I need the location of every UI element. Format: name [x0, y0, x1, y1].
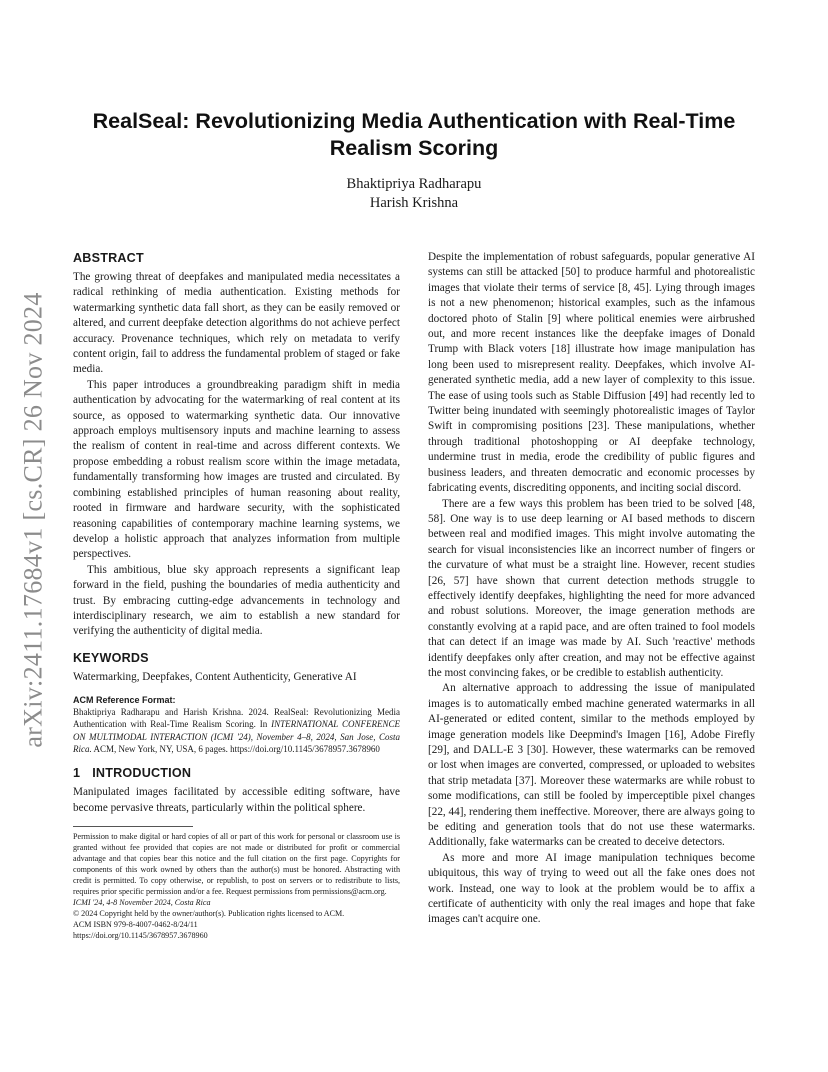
footnote-divider: [73, 826, 193, 827]
acm-reference-text: [73, 706, 400, 755]
arxiv-identifier-stamp: [6, 280, 62, 760]
introduction-paragraph: An alternative approach to addressing the issue of manipulated images is to automatically embed machine generated watermarks in all AI-generated or edited content, similar to the methods employed by image generation models like Deepmind's Imagen [16], Adobe Firefly [29], and DALL-E 3 [30]. However, these watermarks can be removed or lost when images are converted, compressed, or uploaded to websites that strip metadata [37]. Moreover these watermarks are while robust to some modifications, can still be fooled by imperceptible pixel changes [22, 44], rendering them ineffective. Moreover, there are always going to be editing and generation tools that do not use these watermarks. Additionally, fake watermarks can be created to deceive detectors.: [428, 682, 755, 849]
abstract-paragraph: This ambitious, blue sky approach represents a significant leap forward in the field, pushing the boundaries of media authenticity and trust. By embracing cutting-edge advancements in technology and interdisciplinary research, we aim to establish a new standard for verifying the authenticity of digital media.: [73, 563, 400, 638]
copyright-notice: © 2024 Copyright held by the owner/author(s). Publication rights licensed to ACM.: [73, 909, 345, 919]
abstract-paragraph: This paper introduces a groundbreaking paradigm shift in media authentication by advocating for the watermarking of real content at its source, as opposed to watermarking synthetic data. Our innovative approach employs multisensory inputs and machine learning to assess the realism of content in real-time and across different contexts. We propose embedding a robust realism score within the image metadata, fundamentally transforming how images are trusted and circulated. By combining established principles of human reasoning about reality, rooted in firmware and hardware security, with the sophisticated reasoning capabilities of contemporary machine learning systems, we develop a holistic approach that analyzes information from multiple perspectives.: [73, 378, 400, 561]
author-name: Bhaktipriya Radharapu: [346, 176, 482, 192]
section-title: INTRODUCTION: [92, 766, 192, 781]
acm-reference-venue: INTERNATIONAL CONFERENCE ON MULTIMODAL INTERACTION (ICMI '24), November 4–8, 2024, San Jose, Costa Rica.: [73, 719, 400, 755]
right-column: [428, 250, 755, 928]
introduction-paragraph: As more and more AI image manipulation techniques become ubiquitous, this way of trying to weed out all the fake ones does not work. Instead, one way to look at the problem would be to affix a certificate of authenticity with only the real images and hope that fake images can't acquire one.: [428, 851, 755, 926]
acm-reference-publisher: ACM, New York, NY, USA, 6 pages. https://doi.org/10.1145/3678957.3678960: [91, 744, 380, 755]
keywords-text: Watermarking, Deepfakes, Content Authenticity, Generative AI: [73, 670, 357, 683]
conference-info: ICMI '24, 4-8 November 2024, Costa Rica: [73, 898, 211, 908]
paper-title: RealSeal: Revolutionizing Media Authentication with Real-Time Realism Scoring: [92, 109, 736, 160]
acm-reference-heading: ACM Reference Format:: [73, 695, 176, 706]
author-name: Harish Krishna: [369, 195, 459, 211]
isbn-info: ACM ISBN 979-8-4007-0462-8/24/11: [73, 920, 198, 930]
permission-notice: Permission to make digital or hard copies of all or part of this work for personal or classroom use is granted without fee provided that copies are not made or distributed for profit or commercial advantage and that copies bear this notice and the full citation on the first page. Copyrights for components of this work owned by others than the author(s) must be honored. Abstracting with credit is permitted. To copy otherwise, or republish, to post on servers or to redistribute to lists, requires prior specific permission and/or a fee. Request permissions from permissions@acm.org.: [73, 832, 400, 897]
keywords-heading: KEYWORDS: [73, 650, 149, 665]
acm-reference-citation: Bhaktipriya Radharapu and Harish Krishna. 2024. RealSeal: Revolutionizing Media Authentication with Real-Time Realism Scoring. In: [73, 707, 400, 730]
introduction-paragraph: Despite the implementation of robust safeguards, popular generative AI systems can still be attacked [50] to produce harmful and photorealistic images that violate their terms of service [8, 45]. Lying through images is not a new phenomenon; historical examples, such as the infamous doctored photo of Stalin [9] where political enemies were airbrushed out, and more recent instances like the deepfake images of Donald Trump with Black voters [18] illustrate how image manipulation has long been used to misrepresent reality. Deepfakes, which involve AI-generated synthetic media, add a new layer of complexity to this issue. The ease of using tools such as Stable Diffusion [49] had recently led to Twitter being inundated with seemingly photorealistic images of Taylor Swift in compromising positions [23]. These manipulations, whether through traditional photoshopping or AI deepfake technology, undermine trust in media, erode the credibility of public figures and business leaders, and threaten democratic and economic processes by fabricating events, discrediting opponents, and inciting social discord.: [428, 251, 755, 495]
copyright-footnote: [73, 831, 400, 941]
abstract-paragraph: The growing threat of deepfakes and manipulated media necessitates a radical rethinking of media authentication. Existing methods for watermarking synthetic data fall short, as they can be easily removed or altered, and current deepfake detection algorithms do not achieve perfect accuracy. Provenance techniques, which rely on metadata to verify content origin, fail to address the fundamental problem of staged or fake media.: [73, 271, 400, 376]
section-number: 1: [73, 766, 81, 781]
introduction-heading: [73, 765, 400, 781]
abstract-heading: ABSTRACT: [73, 251, 144, 265]
left-column: [73, 250, 400, 941]
arxiv-identifier-text: arXiv:2411.17684v1 [cs.CR] 26 Nov 2024: [19, 292, 49, 748]
introduction-paragraph: Manipulated images facilitated by accessible editing software, have become pervasive threats, particularly within the political sphere.: [73, 786, 400, 814]
doi-link[interactable]: https://doi.org/10.1145/3678957.3678960: [73, 931, 208, 941]
introduction-paragraph: There are a few ways this problem has been tried to be solved [48, 58]. One way is to use deep learning or AI based methods to discern between real and modified images. This might involve automating the search for visual inconsistencies like an incorrect number of fingers or the curvature of what must be a straight line. However, recent studies [26, 57] have shown that current detection methods struggle to effectively identify deepfakes, highlighting the need for more advanced and robust solutions. Moreover, the image generation methods are constantly evolving at a rapid pace, and are often trained to fool models that can detect if an image was made by AI. Such 'reactive' methods identify deepfakes only after creation, and may not be effective against the most convincing fakes, or be credible to establish authenticity.: [428, 497, 755, 679]
author-list: [60, 175, 768, 213]
